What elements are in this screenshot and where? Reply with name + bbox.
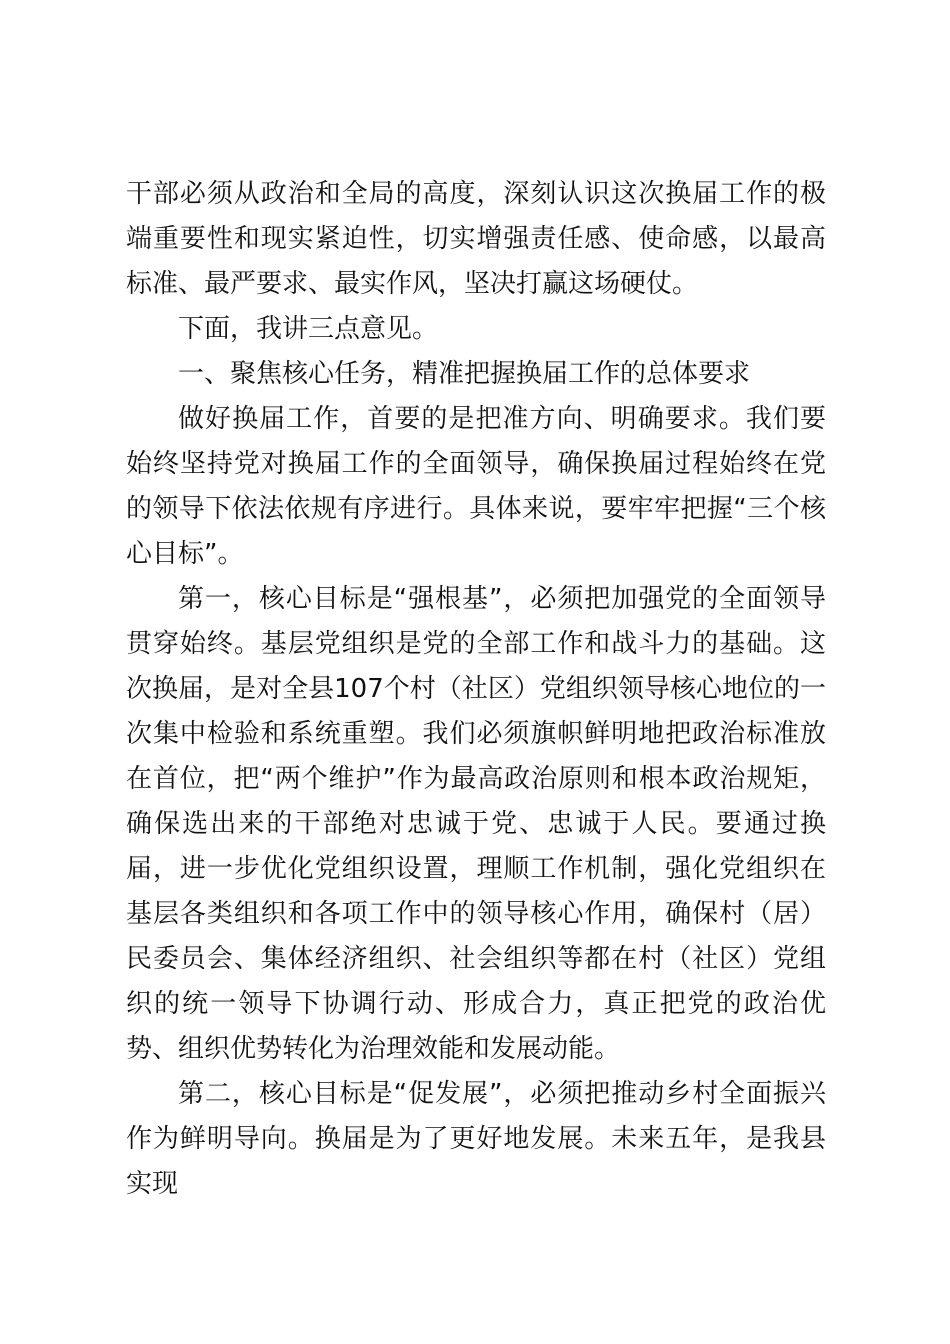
document-body	[126, 172, 826, 1207]
paragraph-continuation: 干部必须从政治和全局的高度，深刻认识这次换届工作的极端重要性和现实紧迫性，切实增强责任感、使命感，以最高标准、最严要求、最实作风，坚决打赢这场硬仗。	[126, 179, 826, 299]
paragraph-goal-two: 第二，核心目标是“促发展”，必须把推动乡村全面振兴作为鲜明导向。换届是为了更好地发展。未来五年，是我县实现	[126, 1079, 826, 1199]
paragraph-goal-one: 第一，核心目标是“强根基”，必须把加强党的全面领导贯穿始终。基层党组织是党的全部工作和战斗力的基础。这次换届，是对全县107个村（社区）党组织领导核心地位的一次集中检验和系统重塑。我们必须旗帜鲜明地把政治标准放在首位，把“两个维护”作为最高政治原则和根本政治规矩，确保选出来的干部绝对忠诚于党、忠诚于人民。要通过换届，进一步优化党组织设置，理顺工作机制，强化党组织在基层各类组织和各项工作中的领导核心作用，确保村（居）民委员会、集体经济组织、社会组织等都在村（社区）党组织的统一领导下协调行动、形成合力，真正把党的政治优势、组织优势转化为治理效能和发展动能。	[126, 584, 826, 1064]
paragraph-intro: 下面，我讲三点意见。	[178, 314, 439, 344]
paragraph-requirements: 做好换届工作，首要的是把准方向、明确要求。我们要始终坚持党对换届工作的全面领导，确保换届过程始终在党的领导下依法依规有序进行。具体来说，要牢牢把握“三个核心目标”。	[126, 404, 826, 569]
section-heading: 一、聚焦核心任务，精准把握换届工作的总体要求	[178, 359, 751, 389]
